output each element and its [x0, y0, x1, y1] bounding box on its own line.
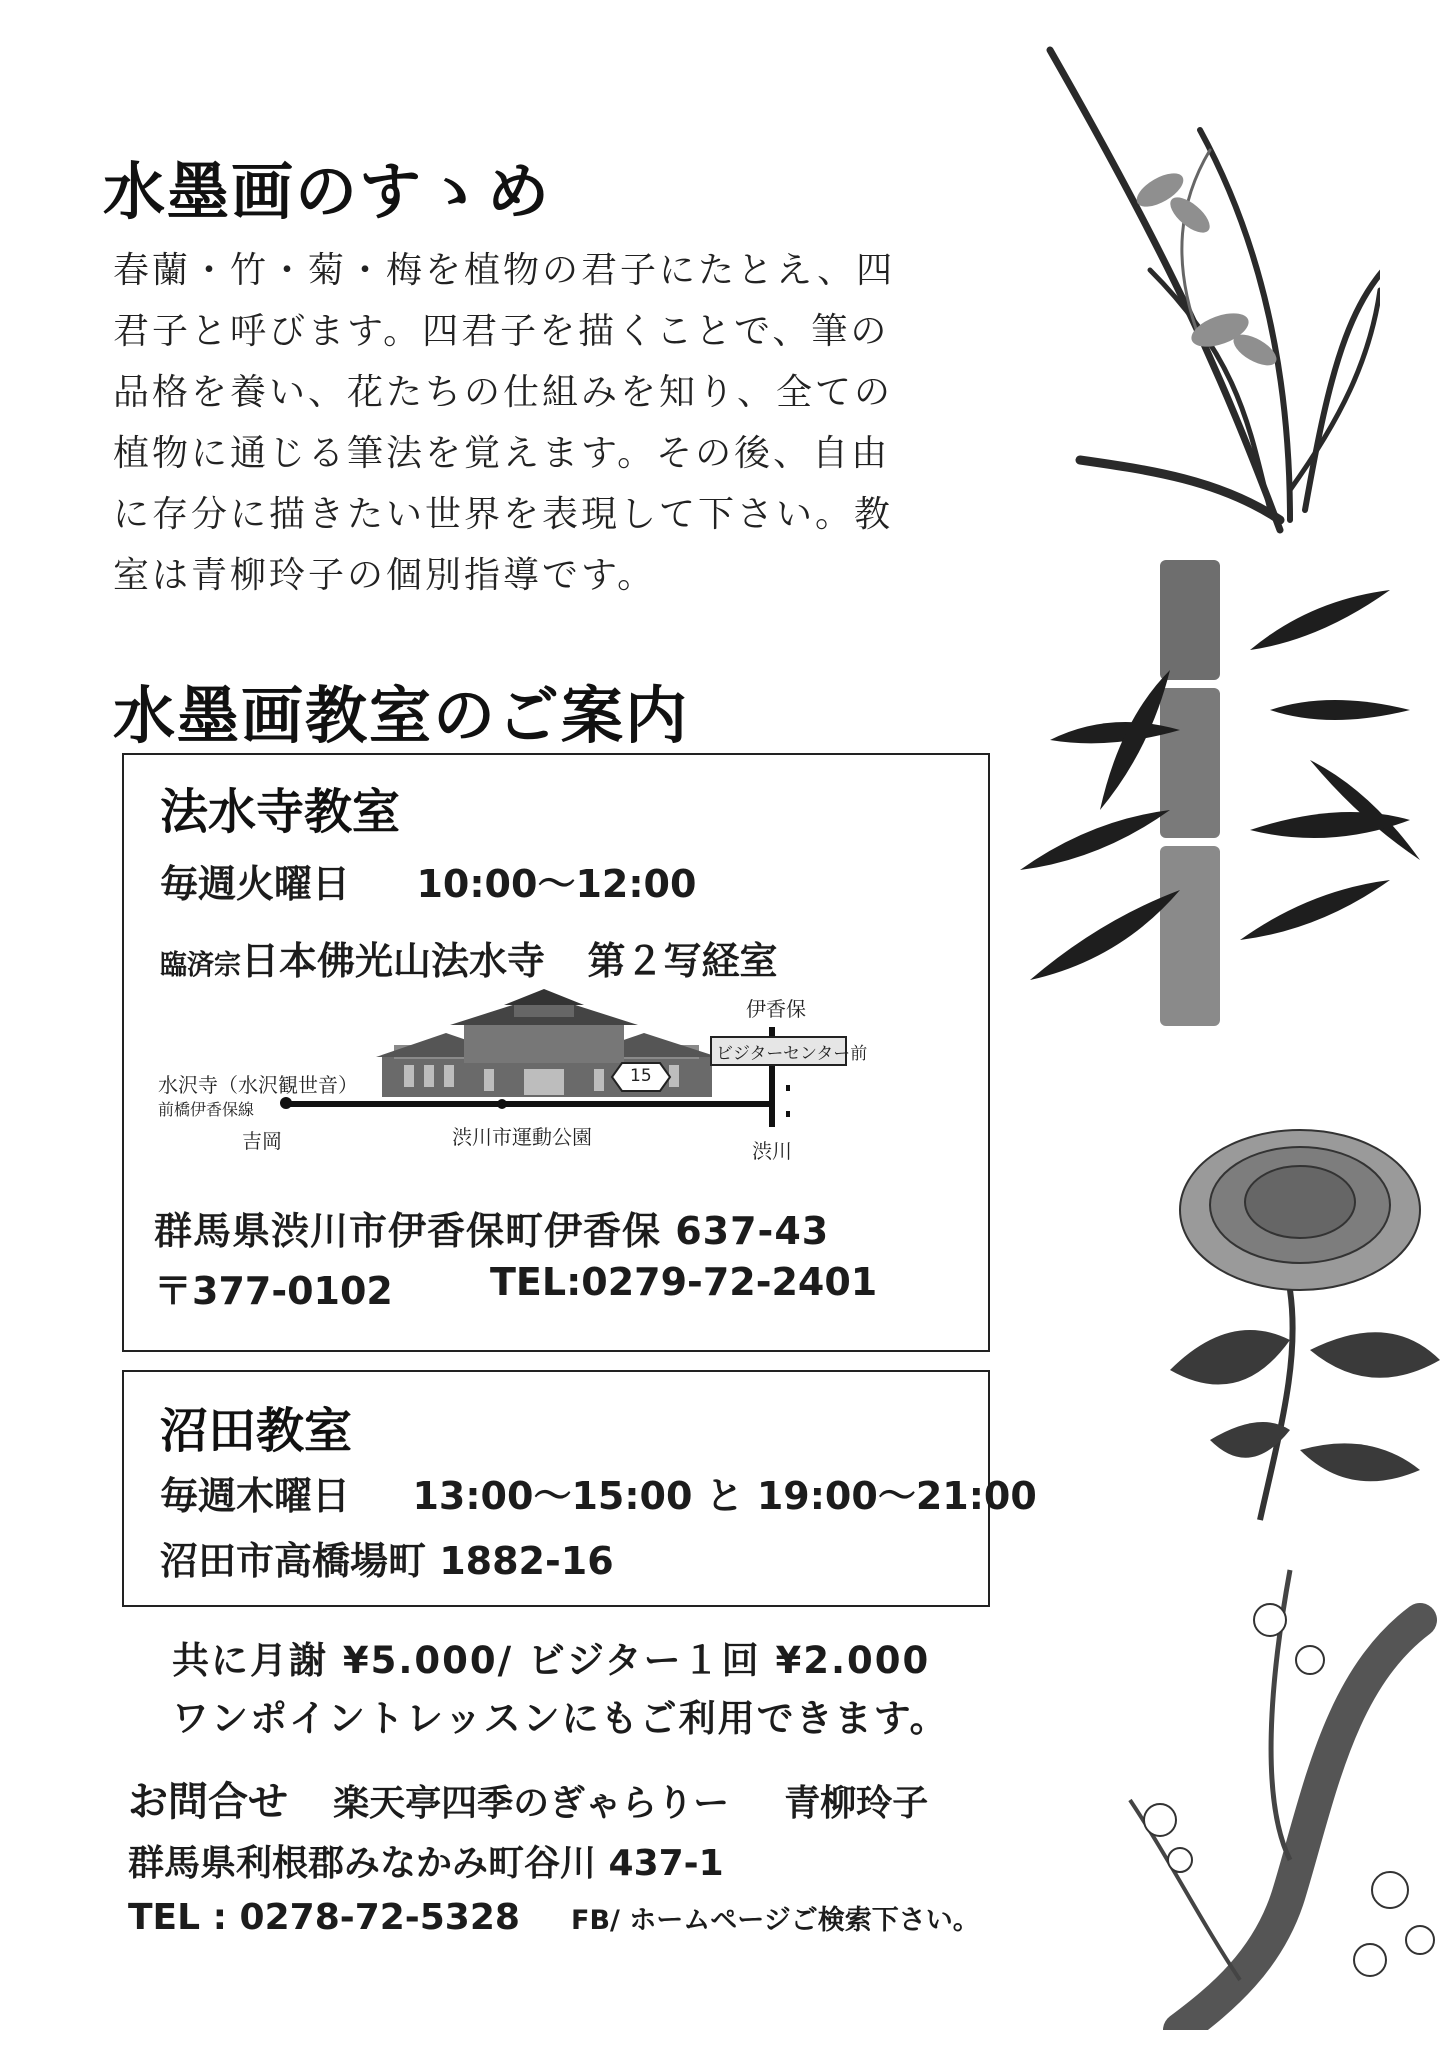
- map-mizusawa: 水沢寺（水沢観世音）: [158, 1073, 358, 1097]
- numata-title: 沼田教室: [160, 1403, 353, 1459]
- houkoji-tel: TEL:0279-72-2401: [490, 1260, 878, 1304]
- map-yoshioka: 吉岡: [242, 1129, 282, 1153]
- fee-line-2: ワンポイントレッスンにもご利用できます。: [172, 1697, 949, 1740]
- intro-line: 春蘭・竹・菊・梅を植物の君子にたとえ、四: [113, 250, 896, 291]
- houkoji-box: [122, 753, 990, 1352]
- houkoji-day: 毎週火曜日: [160, 862, 351, 906]
- contact-address: 群馬県利根郡みなかみ町谷川 437-1: [128, 1843, 724, 1884]
- intro-paragraph: [113, 240, 933, 606]
- intro-line: 君子と呼びます。四君子を描くことで、筆の: [113, 311, 890, 352]
- houkoji-place-room: 第２写経室: [587, 939, 778, 983]
- houkoji-place-name: 日本佛光山法水寺: [241, 939, 546, 983]
- guide-title: 水墨画教室のご案内: [113, 679, 690, 752]
- numata-day: 毎週木曜日: [160, 1474, 351, 1518]
- map-shibukawa: 渋川: [752, 1139, 792, 1163]
- intro-line: に存分に描きたい世界を表現して下さい。教: [113, 494, 894, 535]
- houkoji-schedule: [160, 853, 696, 908]
- intro-line: 植物に通じる筆法を覚えます。その後、自由: [113, 433, 891, 474]
- numata-schedule: [160, 1465, 1037, 1520]
- contact-person: 青柳玲子: [784, 1783, 929, 1824]
- chrysanthemum-painting: [1150, 1110, 1448, 1530]
- numata-box: [122, 1370, 1037, 1607]
- houkoji-title: 法水寺教室: [160, 784, 401, 840]
- houkoji-place-prefix: 臨済宗: [160, 950, 241, 981]
- bamboo-painting: [1010, 560, 1430, 1080]
- contact-label: お問合せ: [128, 1779, 288, 1825]
- contact-heading: [128, 1770, 928, 1827]
- map-visitor-center: ビジターセンター前: [716, 1044, 868, 1064]
- houkoji-address: 群馬県渋川市伊香保町伊香保 637-43: [154, 1209, 830, 1253]
- intro-line: 品格を養い、花たちの仕組みを知り、全ての: [113, 372, 894, 413]
- contact-gallery: 楽天亭四季のぎゃらりー: [333, 1783, 730, 1824]
- contact-tel-line: [128, 1897, 980, 1938]
- orchid-painting: [1040, 40, 1380, 560]
- intro-line: 室は青柳玲子の個別指導です。: [113, 555, 657, 596]
- houkoji-place: [160, 930, 778, 985]
- map-roads: [124, 985, 992, 1215]
- plum-blossom-painting: [1120, 1560, 1440, 2030]
- map-ikaho: 伊香保: [746, 997, 806, 1021]
- access-map: [124, 985, 992, 1215]
- houkoji-postal: 〒377-0102: [154, 1269, 393, 1313]
- contact-tel: TEL : 0278-72-5328: [128, 1897, 520, 1938]
- houkoji-time: 10:00〜12:00: [416, 862, 697, 906]
- numata-time: 13:00〜15:00 と 19:00〜21:00: [412, 1474, 1037, 1518]
- map-route-line: 前橋伊香保線: [158, 1100, 255, 1119]
- numata-address: 沼田市高橋場町 1882-16: [160, 1539, 614, 1583]
- contact-note: FB/ ホームページご検索下さい。: [571, 1905, 980, 1936]
- map-park: 渋川市運動公園: [452, 1125, 592, 1149]
- fee-line-1: 共に月謝 ¥5.000/ ビジター１回 ¥2.000: [172, 1639, 931, 1682]
- map-route-number: 15: [630, 1066, 652, 1086]
- intro-title: 水墨画のすゝめ: [103, 155, 552, 228]
